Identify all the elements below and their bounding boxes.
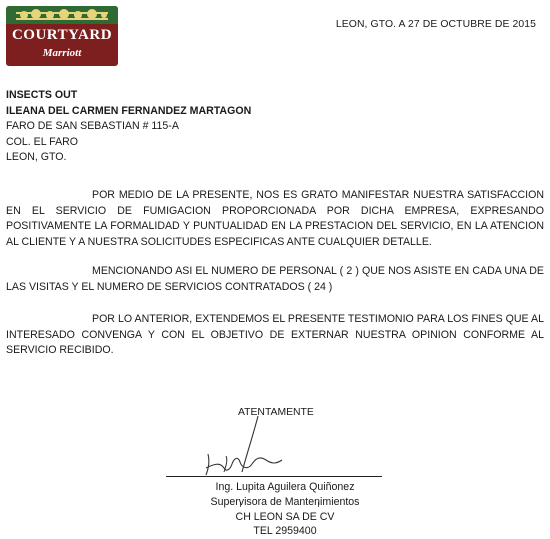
signer-name: Ing. Lupita Aguilera Quiñonez [215,481,355,493]
paragraph-text: POR MEDIO DE LA PRESENTE, NOS ES GRATO MANIFESTAR NUESTRA SATISFACCION EN EL SERVICIO DE FUMIGACION PROPORCIONADA POR DICHA EMPRESA, EXPRESANDO POSITIVAMENTE LA FORMALIDAD Y PUNTUALIDAD EN LA PRESTACION DEL SERVICIO, EN LA ATENCION AL CLIENTE Y A NUESTRA SOLICITUDES ESPECIFICAS ANTE CUALQUIER DETALLE. [6,189,544,248]
paragraph-personnel [6,264,544,295]
recipient-person: ILEANA DEL CARMEN FERNANDEZ MARTAGON [6,104,252,117]
signer-company: CH LEON SA DE CV [235,510,335,523]
tree-silhouette-icon [6,6,118,24]
recipient-street: FARO DE SAN SEBASTIAN # 115-A [6,120,179,133]
paragraph-testimony [6,312,544,359]
courtyard-marriott-logo [6,6,118,66]
paragraph-text: POR LO ANTERIOR, EXTENDEMOS EL PRESENTE TESTIMONIO PARA LOS FINES QUE AL INTERESADO CONVENGA Y CON EL OBJETIVO DE EXTERNAR NUESTRA OPINION CONFORME AL SERVICIO RECIBIDO. [6,313,544,357]
signer-block [170,480,400,539]
handwritten-signature [196,412,296,478]
signature-line [166,476,382,477]
recipient-company: INSECTS OUT [6,89,78,101]
paragraph-satisfaction [6,188,544,250]
paragraph-text: MENCIONANDO ASI EL NUMERO DE PERSONAL ( 2 ) QUE NOS ASISTE EN CADA UNA DE LAS VISITAS Y EL NUMERO DE SERVICIOS CONTRATADOS ( 24 ) [6,265,544,293]
recipient-colony: COL. EL FARO [6,135,79,148]
recipient-city: LEON, GTO. [6,151,67,164]
letter-date: LEON, GTO. A 27 DE OCTUBRE DE 2015 [335,19,536,30]
signer-title: Supervisora de Mantenimientos [210,495,360,508]
closing-text: ATENTAMENTE [238,407,314,418]
logo-tree-band [6,6,118,24]
recipient-block [6,88,251,166]
signer-phone: TEL 2959400 [253,525,317,538]
logo-courtyard-text: COURTYARD [11,27,113,43]
logo-marriott-text: Marriott [42,47,82,59]
